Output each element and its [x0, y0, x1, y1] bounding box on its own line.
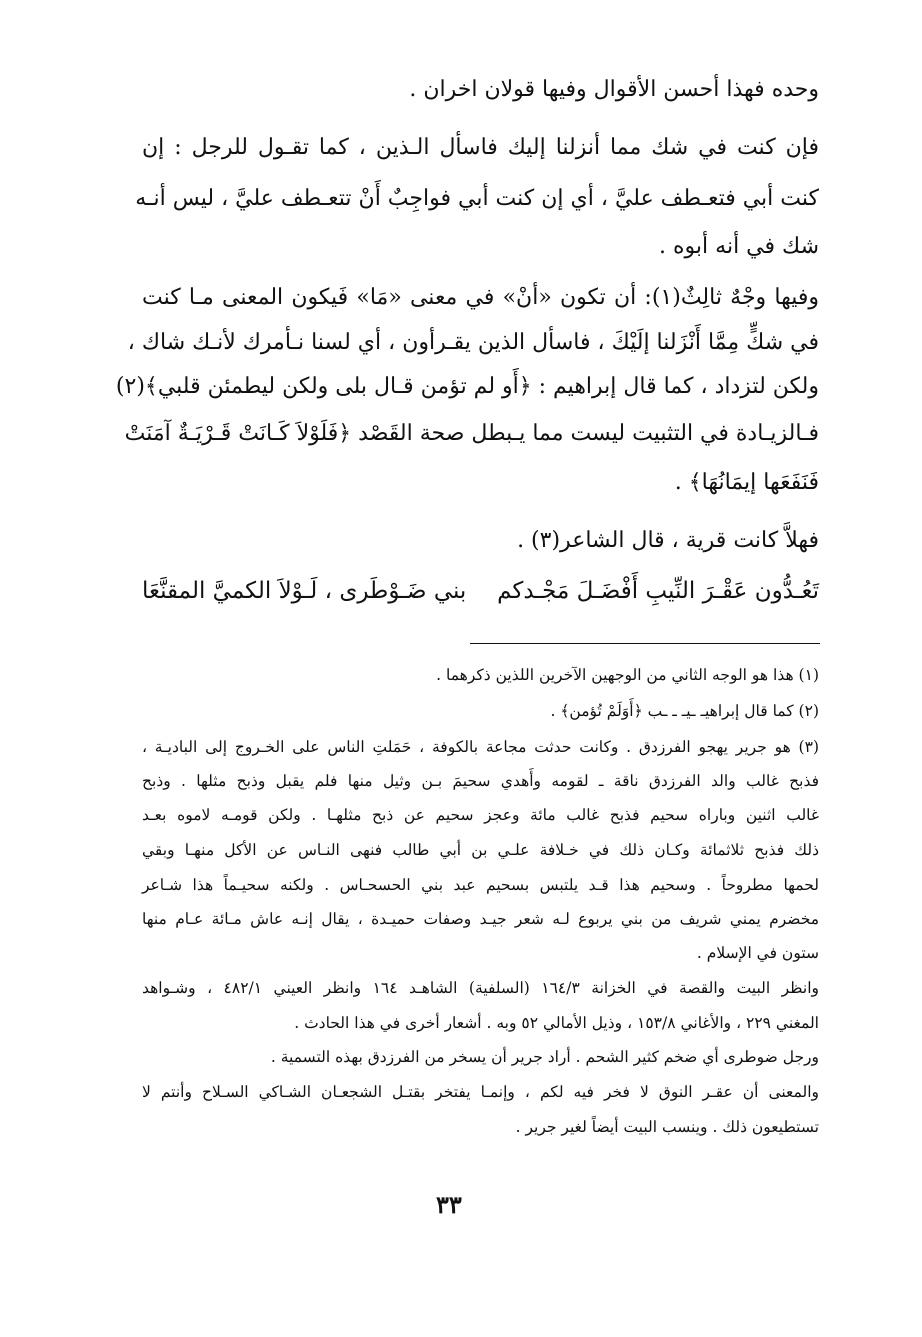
paragraph-1-line-2: كنت أبي فتعـطف عليَّ ، أي إن كنت أبي فواجِبٌ أَنْ تتعـطف عليَّ ، ليس أنـه: [135, 186, 819, 211]
reference-line-2: المغني ٢٢٩ ، والأغاني ١٥٣/٨ ، وذيل الأمالي ٥٢ وبه . أشعار أخرى في هذا الحادث .: [294, 1014, 819, 1032]
footnote-3-line-7: ستون في الإسلام .: [696, 944, 819, 962]
explanatory-note-2-line-2: تستطيعون ذلك . وينسب البيت أيضاً لغير جرير .: [515, 1118, 819, 1136]
reference-line-1: وانظر البيت والقصة في الخزانة ١٦٤/٣ (السلفية) الشاهـد ١٦٤ وانظر العيني ٤٨٢/١ ، وشـواهد: [142, 979, 819, 997]
opening-line: وحده فهذا أحسن الأقوال وفيها قولان اخران .: [409, 77, 819, 102]
poet-intro-line: فهلاَّ كانت قرية ، قال الشاعر(٣) .: [517, 528, 819, 553]
paragraph-2-line-3: ولكن لتزداد ، كما قال إبراهيم : ﴿أَو لم تؤمن قـال بلى ولكن ليطمئن قلبي﴾(٢): [115, 374, 819, 399]
paragraph-2-line-5: فَنَفَعَها إيمَانُهَا﴾ .: [674, 470, 819, 495]
footnote-3-line-6: مخضرم يمني شريف من بني يربوع لـه شعر جيـد وصفات حميـدة ، يقال إنـه عاش مـائة عـام منها: [142, 910, 819, 928]
footnote-3-line-3: غالب اثنين وباراه سحيم فذبح غالب مائة وعجز سحيم عن ذبح مثلهـا . ولكن قومـه لاموه بعـد: [142, 806, 819, 824]
explanatory-note-2-line-1: والمعنى أن عقـر النوق لا فخر فيه لكم ، وإنمـا يفتخر بقتـل الشجعـان الشـاكي السـلاح وأنتم لا: [142, 1083, 819, 1101]
explanatory-note-1: ورجل ضوطرى أي ضخم كثير الشحم . أراد جرير أن يسخر من الفرزدق بهذه التسمية .: [270, 1048, 819, 1066]
footnote-3-line-4: ذلك فذبح ثلاثمائة وكـان ذلك في خـلافة علـي بن أبي طالب فنهى النـاس عن الأكل منهـا وبقي: [142, 841, 819, 859]
footnote-1: (١) هذا هو الوجه الثاني من الوجهين الآخرين اللذين ذكرهما .: [436, 666, 819, 684]
footnote-separator: [470, 643, 820, 644]
footnote-3-line-1: (٣) هو جرير يهجو الفرزدق . وكانت حدثت مجاعة بالكوفة ، حَمَلتِ الناس على الخـروج إلى الباديـة ،: [142, 738, 819, 756]
paragraph-2-line-4: فـالزيـادة في التثبيت ليست مما يـبطل صحة القَصْد ﴿فَلَوْلاَ كَـانَتْ قَـرْيَـةٌ آمَنَتْ: [124, 421, 819, 446]
verse-second-hemistich: بني ضَـوْطَرى ، لَـوْلاَ الكميَّ المقنَّعَا: [142, 578, 467, 604]
footnote-3-line-2: فذبح غالب والد الفرزدق ناقة ـ لقومه وأَهدي سحيمَ بـن وثيل منها فلم يقبل وذبح مثلها . وذبح: [142, 772, 819, 790]
verse-first-hemistich: تَعُـدُّون عَقْـرَ النِّيبِ أَفْضَـلَ مَجْـدكم: [497, 578, 819, 604]
paragraph-1-line-1: فإن كنت في شك مما أنزلنا إليك فاسأل الـذين ، كما تقـول للرجل : إن: [142, 135, 819, 160]
footnote-3-line-5: لحمها مطروحاً . وسحيم هذا قـد يلتبس بسحيم عبد بني الحسحـاس . ولكنه سحيـماً هذا شـاعر: [142, 876, 819, 894]
paragraph-2-line-1: وفيها وجْهٌ ثالِثٌ(١): أن تكون «أنْ» في معنى «مَا» فَيكون المعنى مـا كنت: [142, 285, 819, 310]
page-number: ٣٣: [436, 1190, 462, 1219]
paragraph-1-line-3: شك في أنه أبوه .: [659, 234, 819, 259]
paragraph-2-line-2: في شكٍّ مِمَّا أَنْزَلنا إلَيْكَ ، فاسأل الذين يقـرأون ، أي لسنا نـأمرك لأنـك شاك ،: [127, 330, 819, 355]
footnote-2: (٢) كما قال إبراهيـ ـيـ ـ ـب ﴿أَوَلَمْ تُؤمن﴾ .: [550, 702, 819, 720]
